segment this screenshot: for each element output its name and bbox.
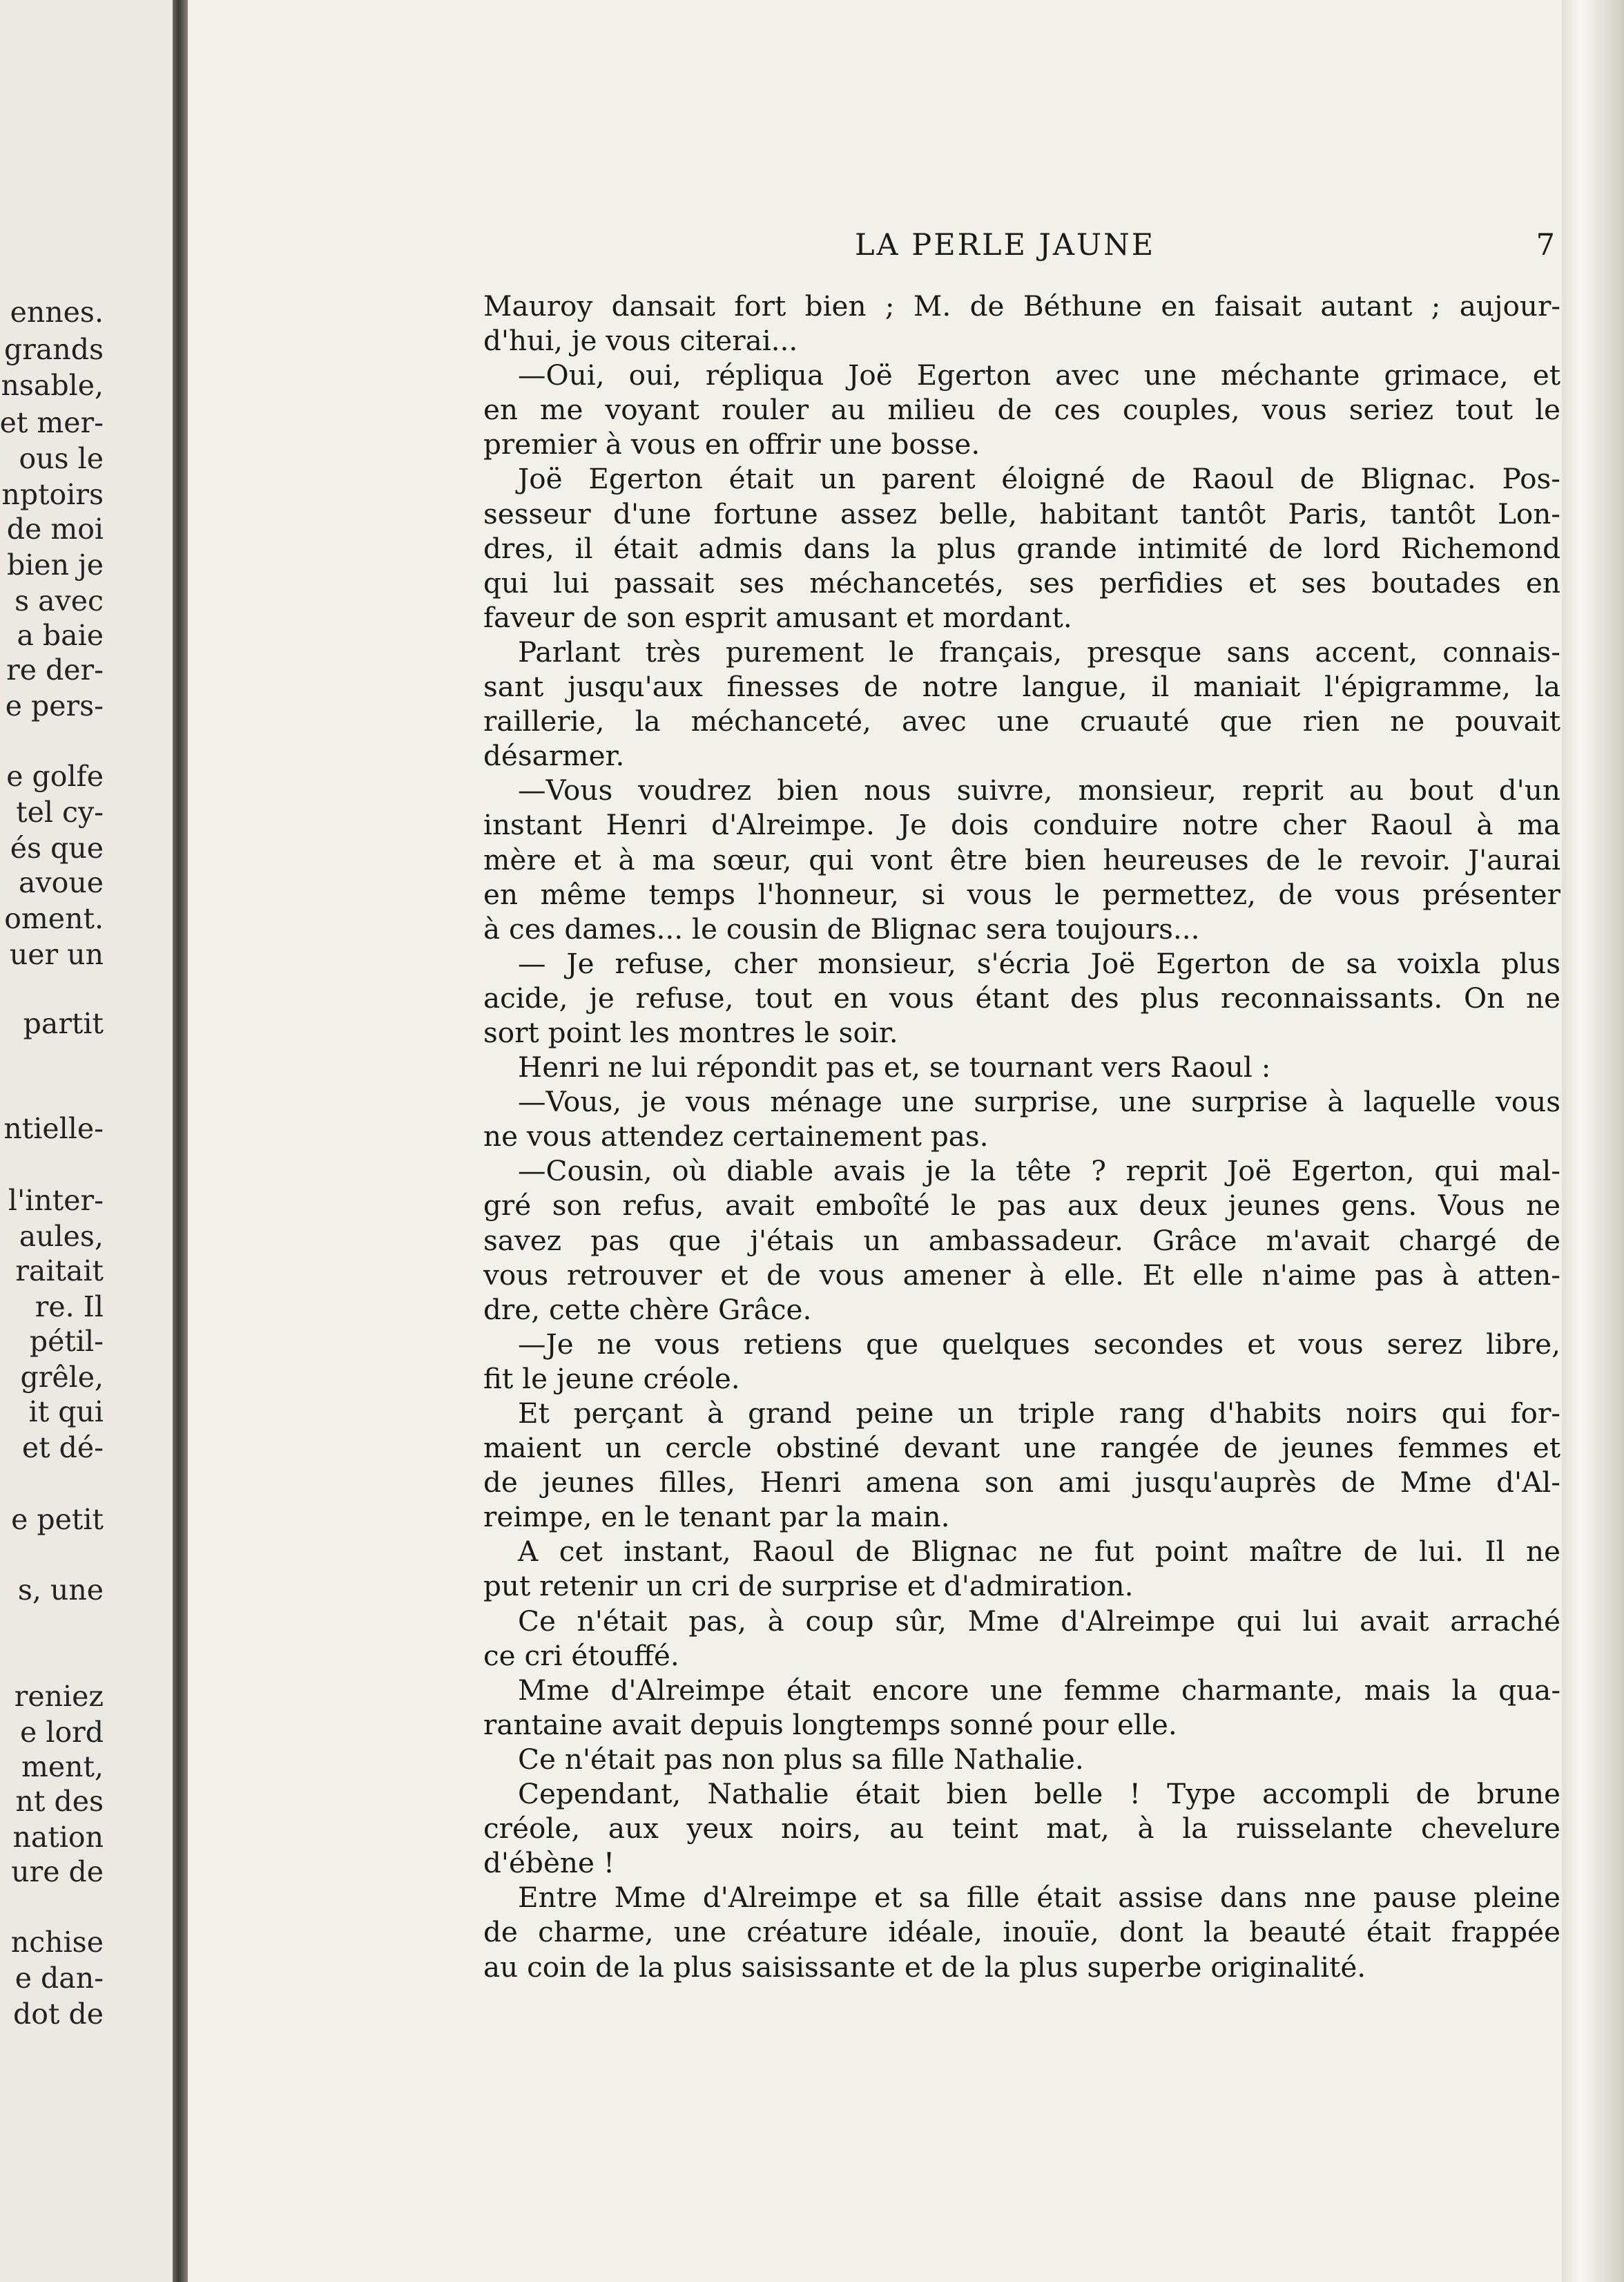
text-line: sort point les montres le soir. <box>483 1015 898 1049</box>
text-line: faveur de son esprit amusant et mordant. <box>483 600 1072 634</box>
facing-page-line: nation <box>12 1821 104 1854</box>
book-gutter <box>173 0 188 2282</box>
text-line: de charme, une créature idéale, inouïe, dont la beauté était frappée <box>483 1915 1560 1949</box>
facing-page-line: grands <box>4 333 104 366</box>
facing-page-line: nsable, <box>1 369 104 402</box>
facing-page-line: dot de <box>13 1997 104 2031</box>
facing-page-line: s avec <box>14 584 104 617</box>
facing-page-line: e lord <box>20 1716 104 1749</box>
facing-page-line: it qui <box>28 1395 104 1428</box>
facing-page-line: pétil- <box>29 1325 104 1358</box>
facing-page-line: l'inter- <box>8 1184 104 1217</box>
facing-page-line: s, une <box>17 1573 104 1607</box>
page-edge <box>1562 0 1624 2282</box>
facing-page-line: uer un <box>9 938 104 971</box>
page-number: 7 <box>1536 228 1555 262</box>
text-line: sant jusqu'aux finesses de notre langue, il maniait l'épigramme, la <box>483 670 1560 704</box>
facing-page-line: de moi <box>6 512 104 546</box>
text-line: put retenir un cri de surprise et d'admiration. <box>483 1569 1134 1603</box>
facing-page-line: tel cy- <box>16 796 104 829</box>
text-line: d'ébène ! <box>483 1846 615 1880</box>
facing-page-line: nt des <box>15 1785 104 1818</box>
text-line: de jeunes filles, Henri amena son ami jusqu'auprès de Mme d'Al- <box>483 1466 1560 1499</box>
facing-page-line: e petit <box>11 1503 104 1536</box>
text-line: reimpe, en le tenant par la main. <box>483 1500 950 1534</box>
text-line: —Oui, oui, répliqua Joë Egerton avec une méchante grimace, et <box>518 358 1560 392</box>
text-line: gré son refus, avait emboîté le pas aux deux jeunes gens. Vous ne <box>483 1189 1560 1222</box>
text-line: au coin de la plus saisissante et de la plus superbe originalité. <box>483 1950 1366 1984</box>
facing-page-line: reniez <box>14 1680 104 1713</box>
text-line: dres, il était admis dans la plus grande intimité de lord Richemond <box>483 531 1560 565</box>
text-line: savez pas que j'étais un ambassadeur. Grâce m'avait chargé de <box>483 1223 1560 1257</box>
facing-page-line: nptoirs <box>1 478 104 511</box>
facing-page-fragment <box>0 0 173 2282</box>
facing-page-line: raitait <box>15 1254 104 1287</box>
facing-page-line: et mer- <box>0 406 104 439</box>
text-line: qui lui passait ses méchancetés, ses perfidies et ses boutades en <box>483 566 1560 600</box>
text-line: Entre Mme d'Alreimpe et sa fille était assise dans nne pause pleine <box>518 1881 1560 1915</box>
facing-page-line: a baie <box>17 619 104 652</box>
text-line: ne vous attendez certainement pas. <box>483 1120 989 1153</box>
facing-page-line: et dé- <box>21 1431 104 1464</box>
facing-page-line: ennes. <box>10 296 104 329</box>
page-header <box>664 228 1555 269</box>
facing-page-line: nchise <box>10 1926 104 1959</box>
text-line: ce cri étouffé. <box>483 1638 679 1672</box>
running-title: LA PERLE JAUNE <box>855 228 1156 262</box>
facing-page-line: grêle, <box>20 1361 104 1394</box>
text-line: — Je refuse, cher monsieur, s'écria Joë Egerton de sa voixla plus <box>518 946 1560 980</box>
text-line: Ce n'était pas, à coup sûr, Mme d'Alreimpe qui lui avait arraché <box>518 1604 1560 1638</box>
facing-page-line: ntielle- <box>3 1112 104 1145</box>
text-line: mère et à ma sœur, qui vont être bien heureuses de le revoir. J'aurai <box>483 843 1560 876</box>
book-page <box>188 0 1562 2282</box>
facing-page-line: e golfe <box>6 760 104 793</box>
text-line: Mme d'Alreimpe était encore une femme charmante, mais la qua- <box>518 1673 1560 1707</box>
text-line: rantaine avait depuis longtemps sonné pour elle. <box>483 1707 1177 1741</box>
text-line: Cependant, Nathalie était bien belle ! Type accompli de brune <box>518 1777 1560 1811</box>
text-line: Henri ne lui répondit pas et, se tournant vers Raoul : <box>518 1051 1271 1084</box>
facing-page-line: partit <box>23 1007 104 1040</box>
text-line: Ce n'était pas non plus sa fille Nathalie. <box>518 1742 1084 1776</box>
text-line: créole, aux yeux noirs, au teint mat, à la ruisselante chevelure <box>483 1812 1560 1845</box>
text-line: Parlant très purement le français, presque sans accent, connais- <box>518 635 1560 669</box>
facing-page-line: ment, <box>21 1750 104 1783</box>
facing-page-line: oment. <box>4 902 104 935</box>
text-line: Mauroy dansait fort bien ; M. de Béthune en faisait autant ; aujour- <box>483 289 1560 323</box>
facing-page-line: e pers- <box>5 689 104 722</box>
text-line: à ces dames... le cousin de Blignac sera toujours... <box>483 912 1200 946</box>
facing-page-line: re der- <box>6 653 104 687</box>
text-line: en me voyant rouler au milieu de ces couples, vous seriez tout le <box>483 393 1560 427</box>
text-line: A cet instant, Raoul de Blignac ne fut point maître de lui. Il ne <box>518 1535 1560 1569</box>
text-line: Et perçant à grand peine un triple rang d'habits noirs qui for- <box>518 1397 1560 1430</box>
text-line: d'hui, je vous citerai... <box>483 324 798 358</box>
text-line: acide, je refuse, tout en vous étant des plus reconnaissants. On ne <box>483 981 1560 1015</box>
text-line: maient un cercle obstiné devant une rangée de jeunes femmes et <box>483 1431 1560 1465</box>
text-line: dre, cette chère Grâce. <box>483 1292 812 1326</box>
facing-page-line: ous le <box>19 442 104 475</box>
facing-page-line: re. Il <box>35 1290 104 1323</box>
text-line: —Cousin, où diable avais je la tête ? reprit Joë Egerton, qui mal- <box>518 1154 1560 1188</box>
facing-page-line: és que <box>10 832 104 865</box>
facing-page-line: ure de <box>11 1855 104 1888</box>
text-line: —Je ne vous retiens que quelques secondes et vous serez libre, <box>518 1327 1560 1361</box>
text-line: premier à vous en offrir une bosse. <box>483 428 980 461</box>
text-line: Joë Egerton était un parent éloigné de Raoul de Blignac. Pos- <box>518 462 1560 496</box>
facing-page-line: e dan- <box>14 1962 104 1995</box>
text-line: vous retrouver et de vous amener à elle. Et elle n'aime pas à atten- <box>483 1258 1560 1292</box>
body-text <box>483 289 1560 1984</box>
text-line: sesseur d'une fortune assez belle, habitant tantôt Paris, tantôt Lon- <box>483 497 1560 530</box>
text-line: instant Henri d'Alreimpe. Je dois conduire notre cher Raoul à ma <box>483 808 1560 842</box>
facing-page-line: avoue <box>19 866 104 899</box>
text-line: —Vous voudrez bien nous suivre, monsieur, reprit au bout d'un <box>518 774 1560 807</box>
text-line: —Vous, je vous ménage une surprise, une surprise à laquelle vous <box>518 1085 1560 1119</box>
text-line: désarmer. <box>483 739 625 773</box>
text-line: en même temps l'honneur, si vous le permettez, de vous présenter <box>483 877 1560 911</box>
facing-page-line: bien je <box>6 548 104 582</box>
facing-page-line: aules, <box>19 1220 104 1253</box>
text-line: raillerie, la méchanceté, avec une cruauté que rien ne pouvait <box>483 704 1560 738</box>
text-line: fit le jeune créole. <box>483 1361 740 1395</box>
